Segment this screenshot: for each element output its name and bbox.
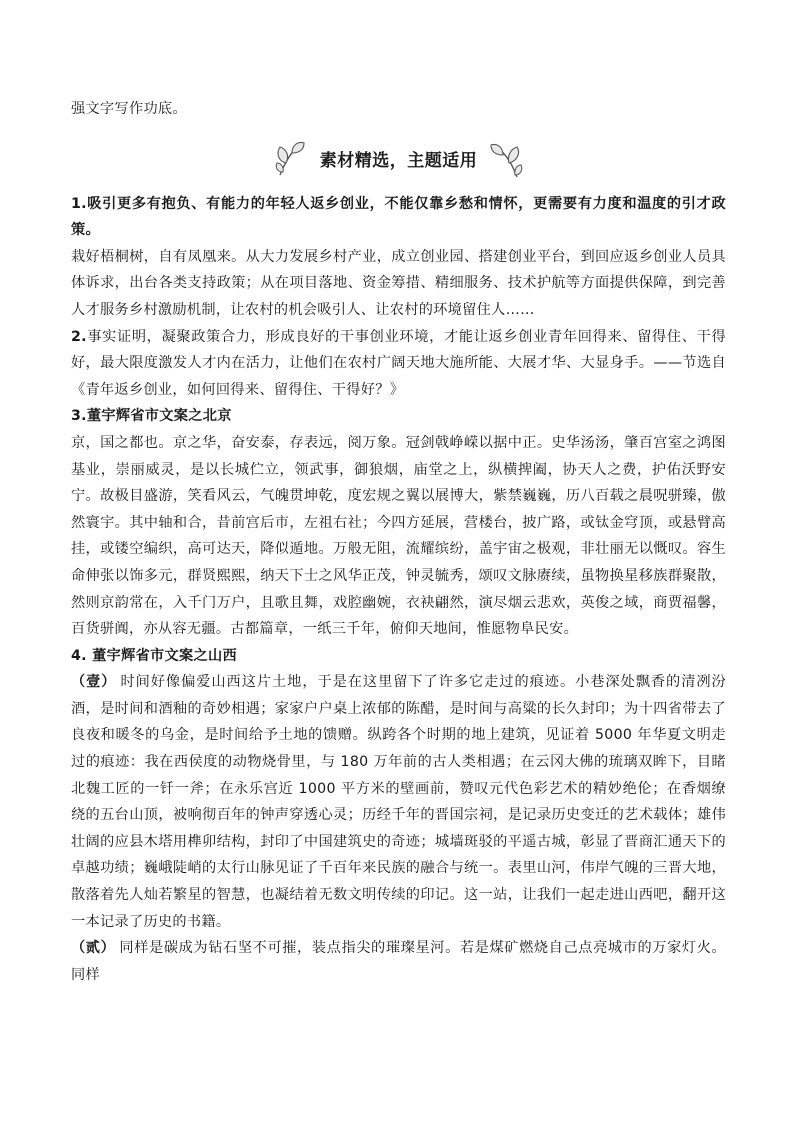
document-content: [71, 96, 726, 988]
para-2-text: 同样是碳成为钻石坚不可摧，装点指尖的璀璨星河。若是煤矿燃烧自己点亮城市的万家灯火。同样: [71, 940, 726, 983]
item-2-number: 2.: [71, 328, 87, 345]
section-banner: [71, 131, 726, 187]
leaf-right-icon: [489, 139, 523, 179]
item-3-heading: 3.董宇辉省市文案之北京: [71, 408, 232, 425]
para-2-mark: （贰）: [71, 940, 116, 957]
item-4-heading: 4. 董宇辉省市文案之山西: [71, 647, 237, 664]
para-1-text: 时间好像偏爱山西这片土地，于是在这里留下了许多它走过的痕迹。小巷深处飘香的清冽汾酒，是时间和酒釉的奇妙相遇；家家户户桌上浓郁的陈醋，是时间与高粱的长久封印；为十四省带去了良夜和暖冬的乌金，是时间给予土地的馈赠。纵跨各个时期的地上建筑，见证着 5000 年华夏文明走过的痕迹：我在西侯度的动物烧骨里，与 180 万年前的古人类相遇；在云冈大佛的琉璃双眸下，目睹北魏工匠的一钎一斧；在永乐宫近 1000 平方米的壁画前，赞叹元代色彩艺术的精妙绝伦；在香烟缭绕的五台山顶，被响彻百年的钟声穿透心灵；历经千年的晋国宗祠，是记录历史变迁的艺术载体；雄伟壮阔的应县木塔用榫卯结构，封印了中国建筑史的奇迹；城墙斑驳的平遥古城，彰显了晋商汇通天下的卓越功绩；巍峨陡峭的太行山脉见证了千百年来民族的融合与统一。表里山河，伟岸气魄的三晋大地，散落着先人灿若繁星的智慧，也凝结着无数文明传续的印记。这一站，让我们一起走进山西吧，翻开这一本记录了历史的书籍。: [71, 674, 726, 930]
item-4-para-2: [71, 935, 726, 988]
para-1-mark: （壹）: [71, 674, 117, 691]
item-1-body: 栽好梧桐树，自有凤凰来。从大力发展乡村产业，成立创业园、搭建创业平台，到回应返乡创业人员具体诉求，出台各类支持政策；从在项目落地、资金筹措、精细服务、技术护航等方面提供保障，到完善人才服务乡村激励机制，让农村的机会吸引人、让农村的环境留住人……: [71, 248, 726, 318]
intro-tail-text: 强文字写作功底。: [71, 101, 187, 117]
banner-title: 素材精选，主题适用: [319, 151, 478, 172]
item-4-para-1: [71, 669, 726, 935]
item-2-body: 事实证明，凝聚政策合力，形成良好的干事创业环境，才能让返乡创业青年回得来、留得住、干得好，最大限度激发人才内在活力，让他们在农村广阔天地大施所能、大展才华、大显身手。——节选自《青年返乡创业，如何回得来、留得住、干得好？》: [71, 328, 726, 398]
item-1-heading: 1.吸引更多有抱负、有能力的年轻人返乡创业，不能仅靠乡愁和情怀，更需要有力度和温度的引才政策。: [71, 195, 726, 239]
leaf-left-icon: [274, 139, 308, 179]
item-3-body: 京，国之都也。京之华，奋安泰，存表远，阅万象。冠剑戟峥嵘以据中正。史华汤汤，肇百宫室之鸿图基业，崇丽威灵，是以长城伫立，领武事，御狼烟，庙堂之上，纵横捭阖，协天人之费，护佑沃野安宁。故极目盛游，笑看风云，气魄贯坤乾，度宏规之翼以展博大，紫禁巍巍，历八百载之晨呪骈臻，傲然寰宇。其中轴和合，昔前宫后市，左祖右社；今四方延展，营楼台，披广路，或钛金穹顶，或悬臂高挂，或镂空编织，高可达天，降似遁地。万般无阻，流耀缤纷，盖宇宙之极观，非壮丽无以慨叹。容生命伸张以饰多元，群贤熙熙，纳天下士之风华正茂，钟灵毓秀，颂叹文脉赓续，虽物换星移族群聚散，然则京韵常在，入千门万户，且歌且舞，戏腔幽婉，衣袂翩然，演尽烟云悲欢，英俊之域，商贾福馨，百货骈阗，亦从容无疆。古都篇章，一纸三千年，俯仰天地间，惟愿物阜民安。: [71, 434, 726, 638]
item-2-paragraph: [71, 324, 726, 404]
